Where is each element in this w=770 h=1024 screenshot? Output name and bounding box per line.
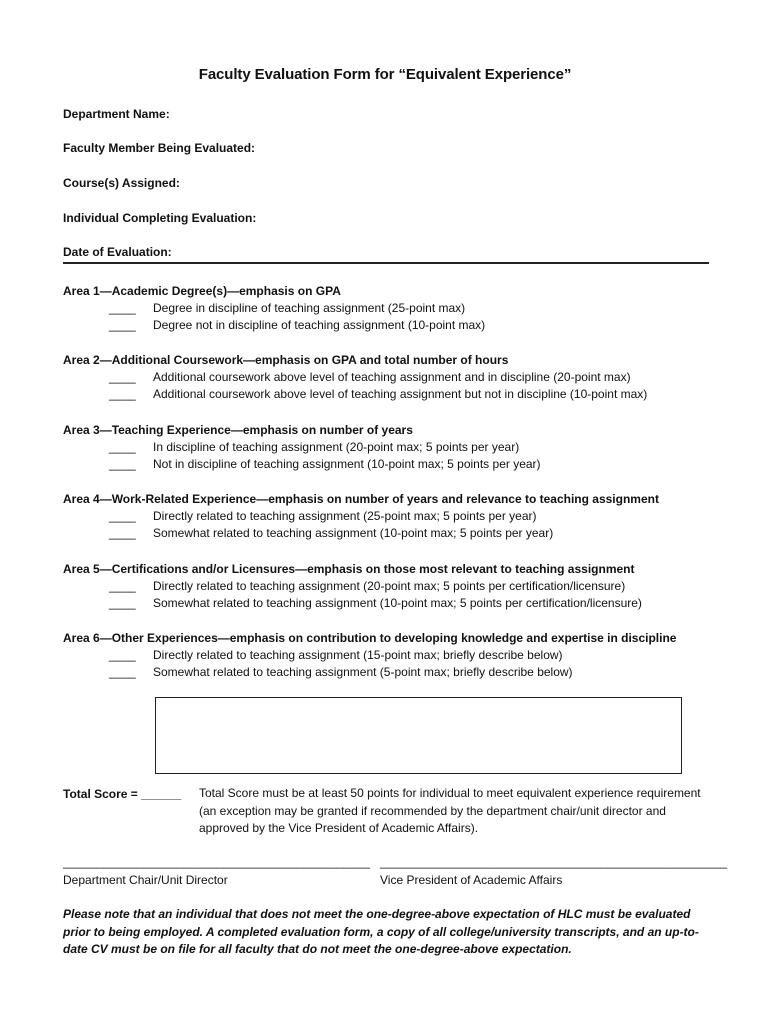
option-label: Directly related to teaching assignment (15-point max; briefly describe below)	[153, 648, 563, 662]
area-title: Area 6—Other Experiences—emphasis on contribution to developing knowledge and expertise in discipline	[63, 631, 677, 645]
area-title: Area 4—Work-Related Experience—emphasis on number of years and relevance to teaching assignment	[63, 492, 659, 506]
description-box[interactable]	[155, 697, 682, 774]
area-option	[63, 456, 723, 473]
score-blank[interactable]: ____	[109, 457, 136, 471]
option-label: Additional coursework above level of teaching assignment and in discipline (20-point max)	[153, 370, 631, 384]
area-option	[63, 300, 723, 317]
option-label: Somewhat related to teaching assignment (5-point max; briefly describe below)	[153, 665, 573, 679]
area-5-section	[63, 560, 723, 612]
faculty-member-field[interactable]: Faculty Member Being Evaluated:	[63, 141, 256, 155]
option-label: Somewhat related to teaching assignment (10-point max; 5 points per certification/licensure)	[153, 596, 642, 610]
score-blank[interactable]: ____	[109, 440, 136, 454]
area-option	[63, 386, 723, 403]
area-option	[63, 578, 723, 595]
area-4-section	[63, 490, 723, 542]
area-option	[63, 439, 723, 456]
score-blank[interactable]: ____	[109, 665, 136, 679]
evaluator-field[interactable]: Individual Completing Evaluation:	[63, 211, 257, 225]
area-option	[63, 317, 723, 334]
option-label: Directly related to teaching assignment (25-point max; 5 points per year)	[153, 509, 537, 523]
area-2-section	[63, 351, 723, 403]
area-option	[63, 647, 723, 664]
area-option	[63, 369, 723, 386]
option-label: Additional coursework above level of teaching assignment but not in discipline (10-point max)	[153, 387, 648, 401]
chair-signature-label: Department Chair/Unit Director	[63, 873, 228, 887]
area-6-section	[63, 629, 723, 681]
vp-signature-line[interactable]: ____________________________________________________	[380, 855, 728, 869]
option-label: Degree in discipline of teaching assignment (25-point max)	[153, 301, 466, 315]
evaluation-date-field[interactable]: Date of Evaluation:	[63, 245, 172, 259]
area-title: Area 2—Additional Coursework—emphasis on GPA and total number of hours	[63, 353, 509, 367]
vp-signature-label: Vice President of Academic Affairs	[380, 873, 563, 887]
chair-signature-line[interactable]: ______________________________________________	[63, 855, 370, 869]
score-blank[interactable]: ____	[109, 301, 136, 315]
policy-notice: Please note that an individual that does not meet the one-degree-above expectation of HLC must be evaluated prior to being employed. A completed evaluation form, a copy of all college/university transcripts, and an up-to-date CV must be on file for all faculty that do not meet the one-degree-above expectation.	[63, 907, 699, 956]
score-blank[interactable]: ____	[109, 370, 136, 384]
total-score-field[interactable]: Total Score = ______	[63, 787, 182, 801]
area-1-section	[63, 282, 723, 334]
option-label: Directly related to teaching assignment (20-point max; 5 points per certification/licensure)	[153, 579, 626, 593]
option-label: Not in discipline of teaching assignment (10-point max; 5 points per year)	[153, 457, 541, 471]
courses-assigned-field[interactable]: Course(s) Assigned:	[63, 176, 180, 190]
area-option	[63, 508, 723, 525]
area-3-section	[63, 421, 723, 473]
area-option	[63, 664, 723, 681]
area-option	[63, 525, 723, 542]
page-title: Faculty Evaluation Form for “Equivalent Experience”	[198, 66, 572, 83]
option-label: Somewhat related to teaching assignment (10-point max; 5 points per year)	[153, 526, 554, 540]
header-divider	[63, 262, 709, 264]
score-blank[interactable]: ____	[109, 579, 136, 593]
area-title: Area 3—Teaching Experience—emphasis on number of years	[63, 423, 413, 437]
score-blank[interactable]: ____	[109, 387, 136, 401]
total-score-note: Total Score must be at least 50 points for individual to meet equivalent experience requirement (an exception may be granted if recommended by the department chair/unit director and approved by the Vice President of Academic Affairs).	[199, 786, 701, 835]
score-blank[interactable]: ____	[109, 596, 136, 610]
area-title: Area 5—Certifications and/or Licensures—emphasis on those most relevant to teaching assignment	[63, 562, 635, 576]
score-blank[interactable]: ____	[109, 526, 136, 540]
score-blank[interactable]: ____	[109, 648, 136, 662]
area-option	[63, 595, 723, 612]
option-label: Degree not in discipline of teaching assignment (10-point max)	[153, 318, 486, 332]
score-blank[interactable]: ____	[109, 318, 136, 332]
option-label: In discipline of teaching assignment (20-point max; 5 points per year)	[153, 440, 520, 454]
score-blank[interactable]: ____	[109, 509, 136, 523]
area-title: Area 1—Academic Degree(s)—emphasis on GPA	[63, 284, 341, 298]
department-name-field[interactable]: Department Name:	[63, 107, 170, 121]
